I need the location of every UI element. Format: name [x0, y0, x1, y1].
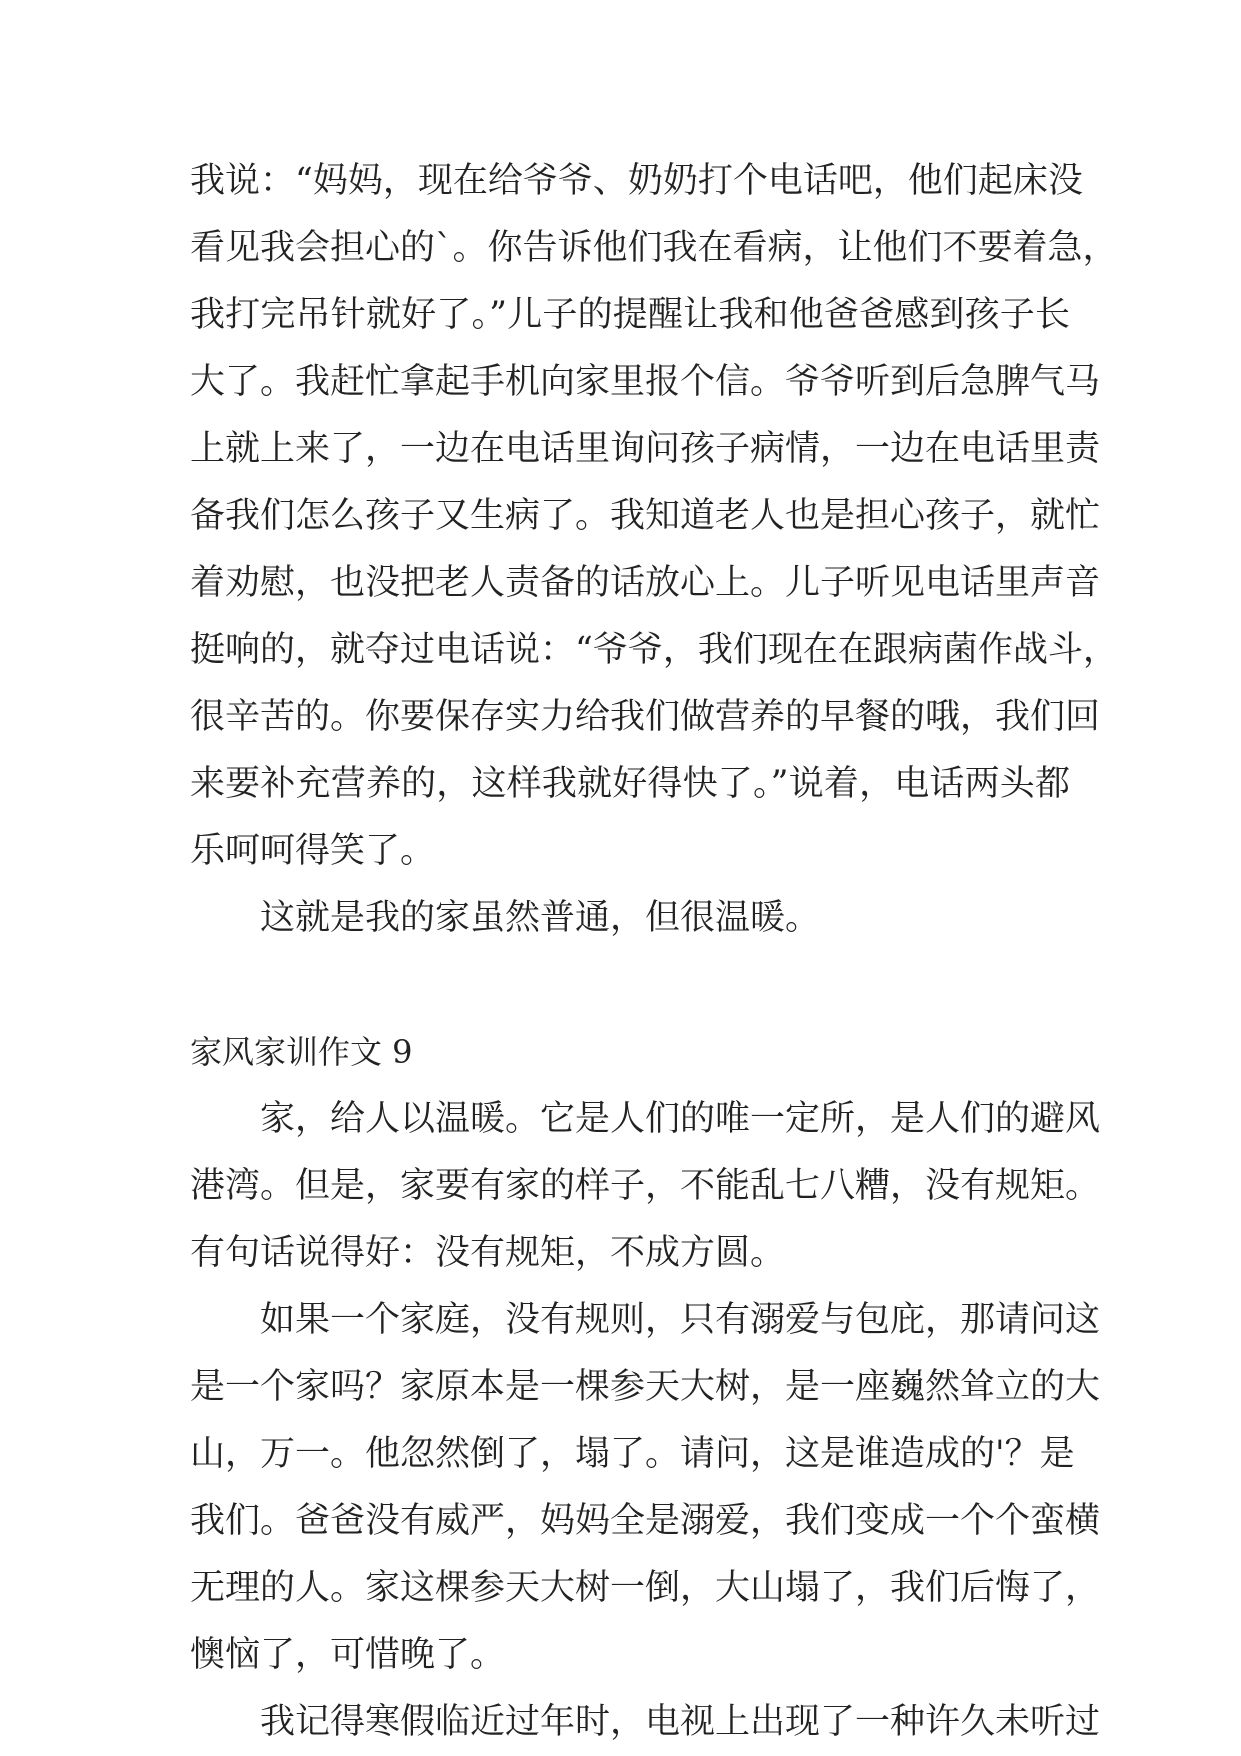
paragraph-line: 港湾。但是，家要有家的样子，不能乱七八糟，没有规矩。 [190, 1166, 1101, 1206]
paragraph-line: 我打完吊针就好了。”儿子的提醒让我和他爸爸感到孩子长 [190, 295, 1070, 335]
paragraph-line: 我记得寒假临近过年时，电视上出现了一种许久未听过 [260, 1702, 1101, 1742]
section-gap [190, 952, 1070, 1019]
document-body [190, 148, 1118, 1756]
paragraph-line: 备我们怎么孩子又生病了。我知道老人也是担心孩子，就忙 [190, 496, 1101, 536]
paragraph-line: 我们。爸爸没有威严，妈妈全是溺爱，我们变成一个个蛮横 [190, 1501, 1101, 1541]
paragraph-line: 无理的人。家这棵参天大树一倒，大山塌了，我们后悔了， [190, 1568, 1101, 1608]
paragraph-line: 我说：“妈妈，现在给爷爷、奶奶打个电话吧，他们起床没 [190, 161, 1083, 201]
paragraph-line: 大了。我赶忙拿起手机向家里报个信。爷爷听到后急脾气马 [190, 362, 1101, 402]
paragraph-line: 看见我会担心的`。你告诉他们我在看病，让他们不要着急， [190, 228, 1118, 268]
paragraph-line: 乐呵呵得笑了。 [190, 831, 436, 871]
paragraph-line: 很辛苦的。你要保存实力给我们做营养的早餐的哦，我们回 [190, 697, 1101, 737]
paragraph-line: 懊恼了，可惜晚了。 [190, 1635, 506, 1675]
paragraph-line: 挺响的，就夺过电话说：“爷爷，我们现在在跟病菌作战斗， [190, 630, 1118, 670]
paragraph-line: 来要补充营养的，这样我就好得快了。”说着，电话两头都 [190, 764, 1070, 804]
essay-heading: 家风家训作文 9 [190, 1033, 413, 1071]
paragraph-line: 家，给人以温暖。它是人们的唯一定所，是人们的避风 [260, 1099, 1101, 1139]
paragraph-line: 如果一个家庭，没有规则，只有溺爱与包庇，那请问这 [260, 1300, 1101, 1340]
paragraph-line: 上就上来了，一边在电话里询问孩子病情，一边在电话里责 [190, 429, 1101, 469]
paragraph-line: 有句话说得好：没有规矩，不成方圆。 [190, 1233, 786, 1273]
paragraph-line: 是一个家吗？家原本是一棵参天大树，是一座巍然耸立的大 [190, 1367, 1101, 1407]
paragraph-line: 着劝慰，也没把老人责备的话放心上。儿子听见电话里声音 [190, 563, 1101, 603]
closing-line: 这就是我的家虽然普通，但很温暖。 [260, 898, 821, 938]
paragraph-line: 山，万一。他忽然倒了，塌了。请问，这是谁造成的'？是 [190, 1434, 1075, 1474]
